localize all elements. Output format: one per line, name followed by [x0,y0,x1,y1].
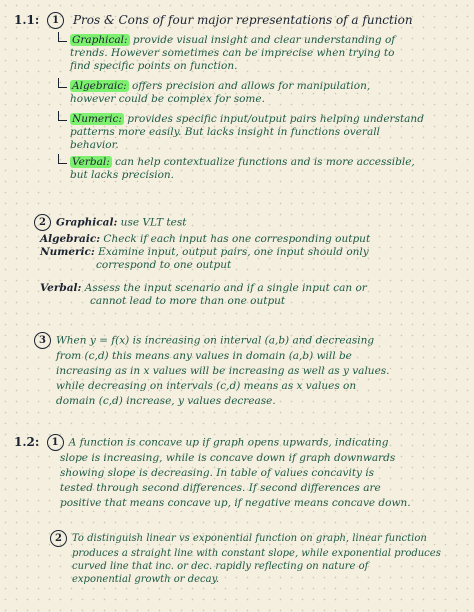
numeric-text: provides specific input/output pairs helping understand [123,113,424,125]
item-3-text-5: domain (c,d) increase, y values decrease. [56,395,276,407]
algebraic-test-label: Algebraic: [40,233,101,245]
concavity-text-5: positive that means concave up, if negative means concave down. [60,497,411,509]
graphical-text-3: find specific points on function. [70,60,238,72]
numeric-test-text-2: correspond to one output [96,259,232,271]
concavity-text-4: tested through second differences. If second differences are [60,482,381,494]
numeric-text-3: behavior. [70,139,119,151]
item-number-circle: 3 [34,332,51,349]
graphical-note [58,32,466,73]
algebraic-test-text: Check if each input has one corresponding output [100,233,371,245]
linear-vs-exp-text-1: To distinguish linear vs exponential function on graph, linear function [72,533,427,544]
item-3-text-4: while decreasing on intervals (c,d) means as x values on [56,380,357,392]
algebraic-text-2: however could be complex for some. [70,93,265,105]
verbal-test [40,282,464,295]
verbal-note [58,154,466,182]
item-number-circle: 1 [47,12,64,29]
item-2-block [34,214,464,308]
graphical-text-2: trends. However sometimes can be imprecise when trying to [70,47,395,59]
verbal-test-text-2: cannot lead to more than one output [90,295,286,307]
graphical-text: provide visual insight and clear understanding of [129,34,396,46]
section-1-2-block [14,434,466,511]
verbal-label: Verbal: [72,156,110,168]
algebraic-text: offers precision and allows for manipulation, [128,80,371,92]
numeric-test-label: Numeric: [40,246,95,258]
section-1-1-block [14,12,466,182]
numeric-test [40,246,464,259]
section-number: 1.1: [14,13,40,27]
verbal-test-label: Verbal: [40,282,82,294]
arrow-hook-icon [58,78,67,88]
section-1-2-line-1 [14,434,466,451]
algebraic-label: Algebraic: [72,80,127,92]
section-1-1-heading [14,12,466,29]
linear-vs-exp-text-3: curved line that inc. or dec. rapidly reflecting on nature of [72,561,369,572]
item-number-circle: 2 [34,214,51,231]
concavity-text-3: showing slope is decreasing. In table of values concavity is [60,467,375,479]
linear-vs-exp-text-4: exponential growth or decay. [72,574,220,585]
arrow-hook-icon [58,111,67,121]
concavity-text-1: A function is concave up if graph opens upwards, indicating [68,436,389,449]
graphical-test-text: use VLT test [117,216,187,229]
numeric-label: Numeric: [72,113,122,125]
algebraic-test [40,233,464,246]
item-3-block [34,332,466,409]
graphical-test-label: Graphical: [56,216,118,229]
arrow-hook-icon [58,32,67,42]
numeric-text-2: patterns more easily. But lacks insight in functions overall [70,126,380,138]
item-3-text-1: When y = f(x) is increasing on interval (a,b) and decreasing [56,334,375,347]
arrow-hook-icon [58,154,67,164]
item-number-circle: 1 [47,434,64,451]
item-3-text-3: increasing as in x values will be increasing as well as y values. [56,365,390,377]
section-1-2-item-2-block [50,530,470,586]
item-3-line-1 [34,332,466,349]
algebraic-note [58,78,466,106]
verbal-text-2: but lacks precision. [70,169,174,181]
heading-text: Pros & Cons of four major representations of a function [72,13,413,27]
verbal-text: can help contextualize functions and is more accessible, [111,156,415,168]
item-number-circle: 2 [50,530,67,547]
numeric-test-text: Examine input, output pairs, one input should only [94,246,369,258]
concavity-text-2: slope is increasing, while is concave down if graph downwards [60,452,396,464]
numeric-note [58,111,466,152]
item-3-text-2: from (c,d) this means any values in domain (a,b) will be [56,350,352,362]
linear-vs-exp-line-1 [50,530,470,547]
section-number: 1.2: [14,434,40,449]
verbal-test-text: Assess the input scenario and if a single input can or [81,282,367,294]
linear-vs-exp-text-2: produces a straight line with constant slope, while exponential produces [72,548,441,559]
graphical-test [34,214,464,231]
graphical-label: Graphical: [72,34,128,46]
